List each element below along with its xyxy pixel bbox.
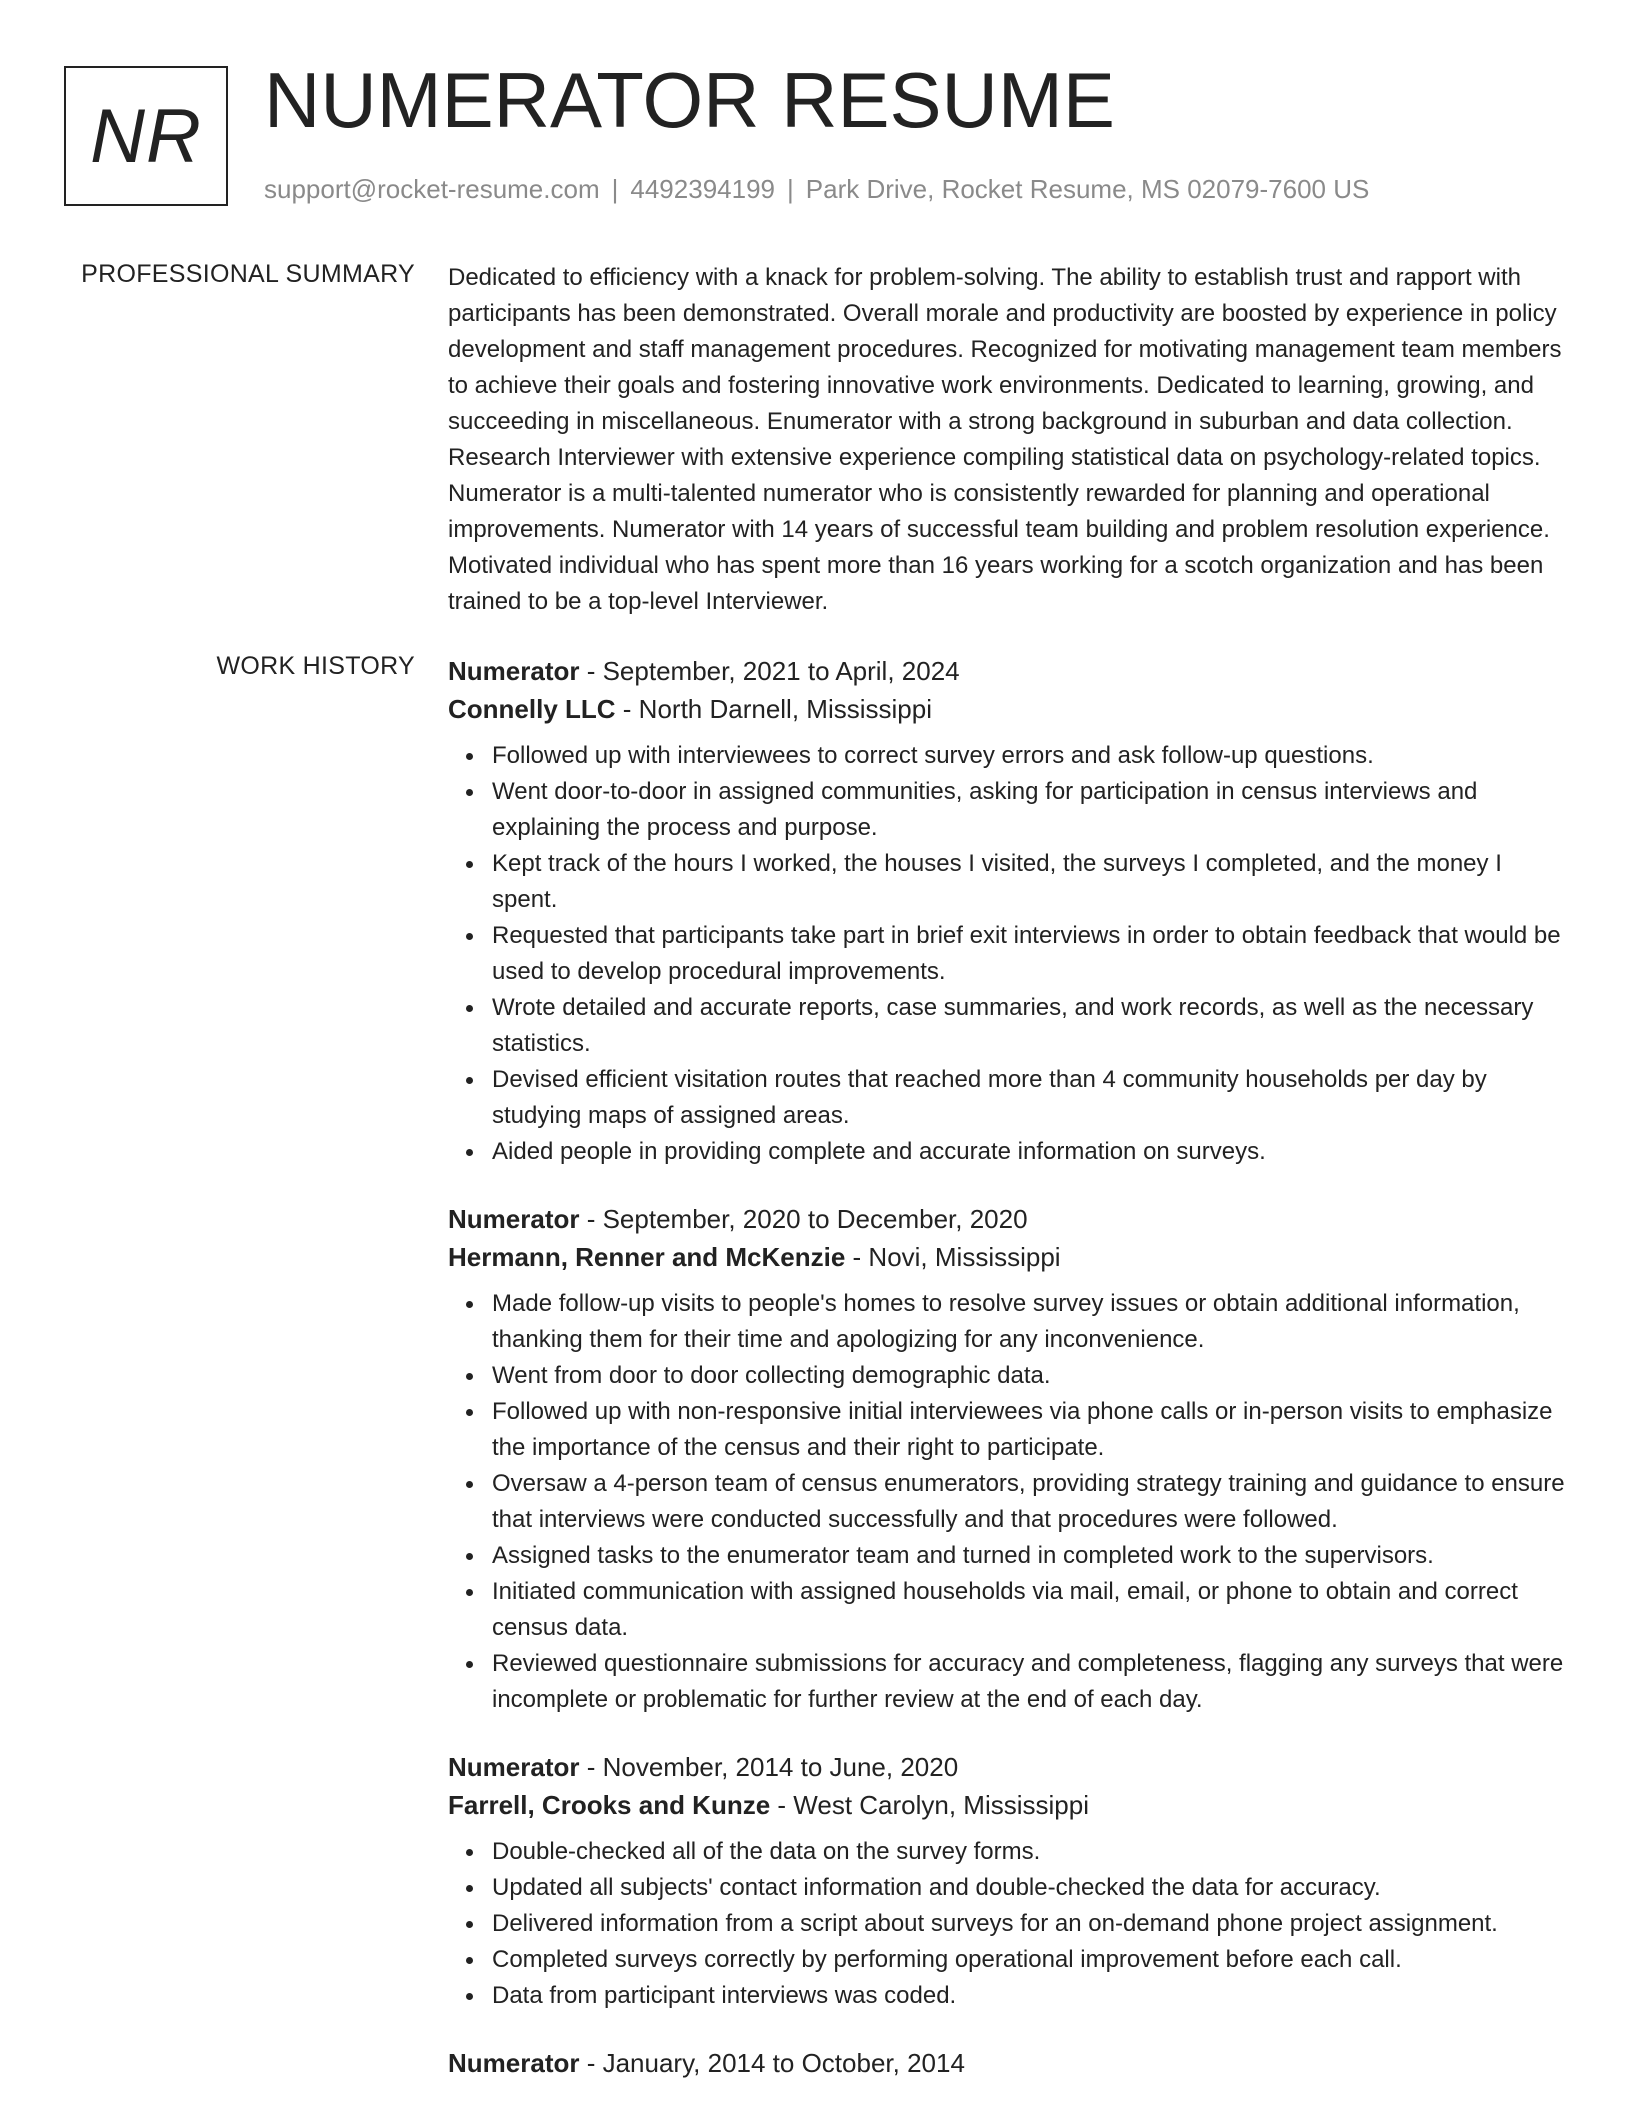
summary-body [448,260,1568,620]
list-item: Reviewed questionnaire submissions for accuracy and completeness, flagging any surveys that were incomplete or problematic for further review at the end of each day. [492,1646,1568,1718]
job-title: Numerator [448,656,580,686]
job-title: Numerator [448,2048,580,2078]
summary-label: PROFESSIONAL SUMMARY [81,260,415,288]
job-dates: - January, 2014 to October, 2014 [579,2048,965,2078]
list-item: Devised efficient visitation routes that reached more than 4 community households per day by studying maps of assigned areas. [492,1062,1568,1134]
list-item: Updated all subjects' contact information and double-checked the data for accuracy. [492,1870,1568,1906]
list-item: Double-checked all of the data on the survey forms. [492,1834,1568,1870]
list-item: Followed up with non-responsive initial interviewees via phone calls or in-person visits to emphasize the importance of the census and their right to participate. [492,1394,1568,1466]
job-location: - Novi, Mississippi [845,1242,1061,1272]
list-item: Aided people in providing complete and accurate information on surveys. [492,1134,1568,1170]
list-item: Went door-to-door in assigned communities, asking for participation in census interviews and explaining the process and purpose. [492,774,1568,846]
list-item: Oversaw a 4-person team of census enumerators, providing strategy training and guidance to ensure that interviews were conducted successfully and that procedures were followed. [492,1466,1568,1538]
job-bullets [448,1834,1568,2014]
contact-separator: | [611,174,619,204]
contact-address: Park Drive, Rocket Resume, MS 02079-7600 US [805,174,1370,204]
job-entry [448,1748,1568,2014]
list-item: Completed surveys correctly by performing operational improvement before each call. [492,1942,1568,1978]
list-item: Data from participant interviews was coded. [492,1978,1568,2014]
list-item: Went from door to door collecting demographic data. [492,1358,1568,1394]
job-company: Connelly LLC [448,694,616,724]
job-entry [448,652,1568,1170]
work-history-body [448,652,1568,2112]
job-title-line [448,2044,1568,2082]
job-title-line [448,1200,1568,1238]
job-location: - North Darnell, Mississippi [615,694,932,724]
list-item: Initiated communication with assigned households via mail, email, or phone to obtain and correct census data. [492,1574,1568,1646]
list-item: Requested that participants take part in brief exit interviews in order to obtain feedback that would be used to develop procedural improvements. [492,918,1568,990]
job-company-line [448,690,1568,728]
contact-line [264,174,1369,205]
contact-phone: 4492394199 [630,174,775,204]
job-bullets [448,1286,1568,1718]
list-item: Delivered information from a script about surveys for an on-demand phone project assignment. [492,1906,1568,1942]
job-title: Numerator [448,1204,580,1234]
summary-text: Dedicated to efficiency with a knack for problem-solving. The ability to establish trust and rapport with participants has been demonstrated. Overall morale and productivity are boosted by experience in policy development and staff management procedures. Recognized for motivating management team members to achieve their goals and fostering innovative work environments. Dedicated to learning, growing, and succeeding in miscellaneous. Enumerator with a strong background in suburban and data collection. Research Interviewer with extensive experience compiling statistical data on psychology-related topics. Numerator is a multi-talented numerator who is consistently rewarded for planning and operational improvements. Numerator with 14 years of successful team building and problem resolution experience. Motivated individual who has spent more than 16 years working for a scotch organization and has been trained to be a top-level Interviewer. [448,264,1562,615]
initials-monogram: NR [64,66,228,206]
job-title: Numerator [448,1752,580,1782]
job-entry [448,2044,1568,2082]
contact-email: support@rocket-resume.com [264,174,600,204]
resume-name: NUMERATOR RESUME [264,56,1115,144]
list-item: Kept track of the hours I worked, the houses I visited, the surveys I completed, and the money I spent. [492,846,1568,918]
job-company: Hermann, Renner and McKenzie [448,1242,846,1272]
job-company: Farrell, Crooks and Kunze [448,1790,771,1820]
job-dates: - September, 2020 to December, 2020 [579,1204,1028,1234]
list-item: Assigned tasks to the enumerator team and turned in completed work to the supervisors. [492,1538,1568,1574]
job-location: - West Carolyn, Mississippi [770,1790,1089,1820]
list-item: Wrote detailed and accurate reports, case summaries, and work records, as well as the necessary statistics. [492,990,1568,1062]
work-history-label: WORK HISTORY [216,652,415,680]
job-company-line [448,1786,1568,1824]
job-entry [448,1200,1568,1718]
job-title-line [448,652,1568,690]
job-bullets [448,738,1568,1170]
job-title-line [448,1748,1568,1786]
job-company-line [448,1238,1568,1276]
list-item: Followed up with interviewees to correct survey errors and ask follow-up questions. [492,738,1568,774]
job-dates: - September, 2021 to April, 2024 [579,656,960,686]
list-item: Made follow-up visits to people's homes to resolve survey issues or obtain additional information, thanking them for their time and apologizing for any inconvenience. [492,1286,1568,1358]
job-dates: - November, 2014 to June, 2020 [579,1752,959,1782]
contact-separator: | [787,174,794,204]
